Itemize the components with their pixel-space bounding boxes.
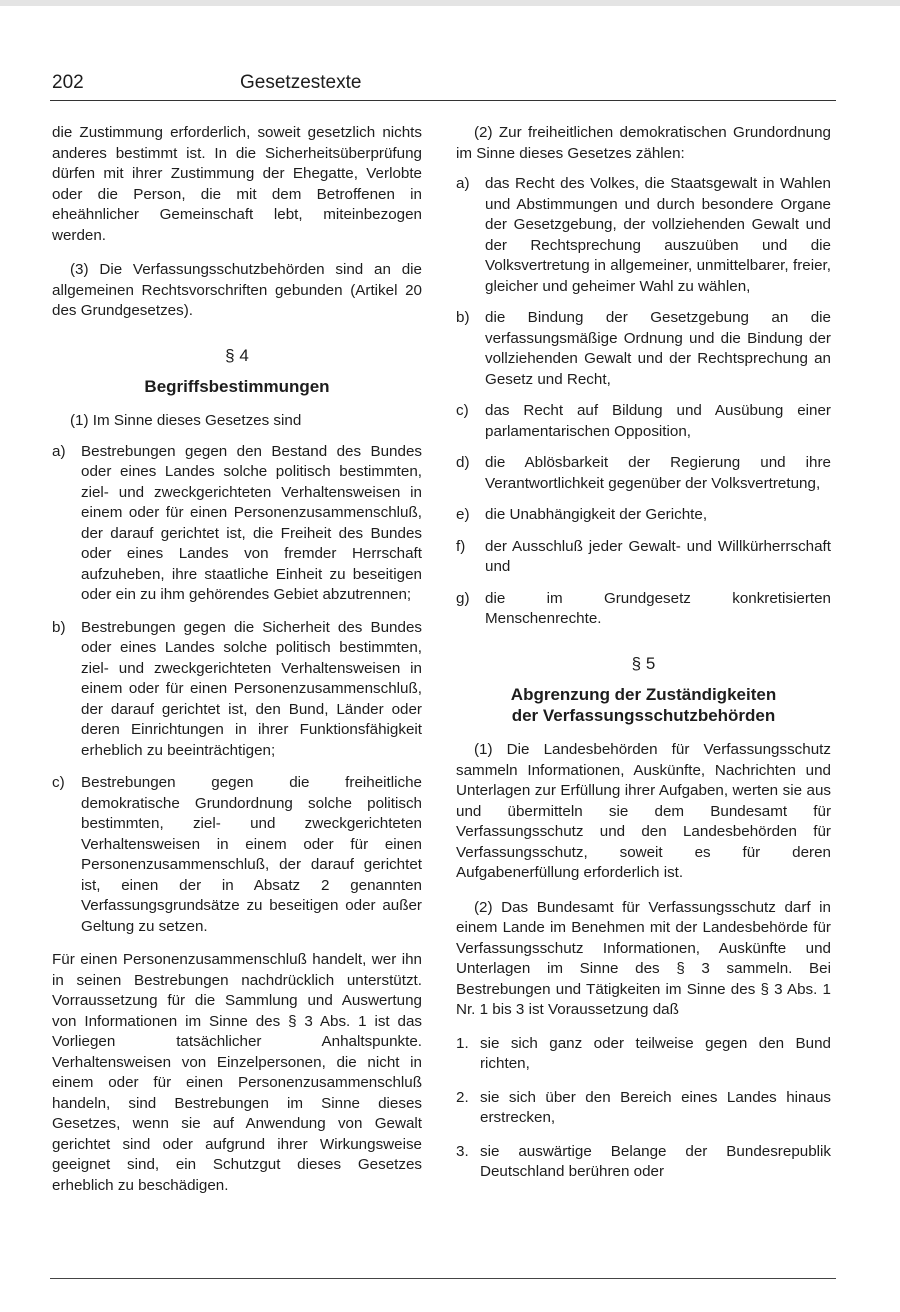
section-5-heading	[456, 684, 831, 726]
list-item	[456, 1034, 831, 1075]
list-item	[456, 589, 831, 630]
list-marker: c)	[52, 774, 65, 791]
conditions-list	[456, 1034, 831, 1183]
list-marker: g)	[456, 589, 470, 607]
paragraph-zustimmung: die Zustimmung erforderlich, soweit gesetzlich nichts anderes bestimmt ist. In die Sicherheitsüberprüfung dürfen mit ihrer Zustimmung der Ehegatte, Verlobte oder die Person, die mit dem Betroffenen in eheähnlicher Gemeinschaft lebt, miteinbezogen werden.	[52, 124, 422, 244]
list-marker: e)	[456, 506, 470, 523]
list-marker: a)	[52, 442, 66, 460]
list-item	[456, 537, 831, 578]
list-marker: b)	[52, 618, 66, 636]
list-marker: 2.	[456, 1088, 469, 1106]
page-top-edge	[0, 0, 900, 6]
list-item	[52, 773, 422, 937]
list-marker: b)	[456, 309, 470, 326]
list-item-text: das Recht auf Bildung und Ausübung einer parlamentarischen Opposition,	[485, 402, 831, 440]
section-5-heading-line-1: Abgrenzung der Zuständigkeiten	[510, 685, 777, 704]
list-item	[456, 1088, 831, 1129]
list-marker: f)	[456, 537, 466, 555]
principles-list	[456, 174, 831, 630]
list-marker: a)	[456, 175, 470, 192]
list-item-text: Bestrebungen gegen die Sicherheit des Bundes oder eines Landes solche politisch bestimmten, ziel- und zweckgerichteten Verhaltensweisen in einem oder für einen Personenzusammenschluß, der darauf gerichtet ist, den Bund, Länder oder deren Einrichtungen in ihrer Funktionsfähigkeit erheblich zu beeinträchtigen;	[81, 618, 422, 759]
list-item-text: sie auswärtige Belange der Bundesrepublik Deutschland berühren oder	[480, 1142, 831, 1180]
section-4-heading: Begriffsbestimmungen	[144, 377, 330, 396]
section-5-sign: § 5	[631, 653, 656, 673]
footer-rule	[50, 1278, 836, 1279]
list-marker: 3.	[456, 1142, 469, 1160]
list-item-text: die Bindung der Gesetzgebung an die verfassungsmäßige Ordnung und die Bindung der vollziehenden Gewalt und der Rechtsprechung an Gesetz und Recht,	[485, 309, 831, 388]
list-item	[52, 618, 422, 762]
list-item	[456, 401, 831, 442]
list-item	[52, 442, 422, 606]
paragraph-absatz-3: (3) Die Verfassungsschutzbehörden sind an die allgemeinen Rechtsvorschriften gebunden (Artikel 20 des Grundgesetzes).	[52, 261, 422, 319]
definition-list	[52, 442, 422, 938]
list-item-text: die Unabhängigkeit der Gerichte,	[485, 506, 708, 523]
paragraph-bundesamt: (2) Das Bundesamt für Verfassungsschutz darf in einem Lande im Benehmen mit der Landesbehörde für Verfassungsschutz Informationen, Auskünfte und Unterlagen im Sinne des § 3 sammeln. Bei Bestrebungen und Tätigkeiten im Sinne des § 3 Abs. 1 Nr. 1 bis 3 ist Voraussetzung daß	[456, 898, 831, 1018]
section-4-intro: (1) Im Sinne dieses Gesetzes sind	[70, 412, 302, 429]
list-item	[456, 453, 831, 494]
list-item-text: Bestrebungen gegen den Bestand des Bundes oder eines Landes solche politisch bestimmten, ziel- und zweckgerichteten Verhaltensweisen in einem oder für einen Personenzusammenschluß, der darauf gerichtet ist, die Freiheit des Bundes oder eines Landes von fremder Herrschaft aufzuheben, ihre staatliche Einheit zu beseitigen oder ein zu ihm gehörendes Gebiet abzutrennen;	[81, 442, 422, 603]
paragraph-absatz-2: (2) Zur freiheitlichen demokratischen Grundordnung im Sinne dieses Gesetzes zählen:	[456, 124, 831, 162]
list-item-text: sie sich ganz oder teilweise gegen den Bund richten,	[480, 1034, 831, 1072]
section-4-sign: § 4	[225, 345, 249, 365]
list-item-text: sie sich über den Bereich eines Landes hinaus erstrecken,	[480, 1088, 831, 1126]
list-item	[456, 1142, 831, 1183]
list-item-text: der Ausschluß jeder Gewalt- und Willkürherrschaft und	[485, 537, 831, 575]
page-header	[50, 72, 836, 101]
list-item-text: die Ablösbarkeit der Regierung und ihre Verantwortlichkeit gegenüber der Volksvertretung,	[485, 454, 831, 492]
list-item	[456, 308, 831, 390]
left-column	[52, 123, 422, 1196]
running-title: Gesetzestexte	[240, 72, 362, 93]
list-item-text: das Recht des Volkes, die Staatsgewalt in Wahlen und Abstimmungen und durch besondere Organe der Gesetzgebung, der vollziehenden Gewalt und der Rechtsprechung auszuüben und die Volksvertretung in allgemeiner, unmittelbarer, freier, gleicher und geheimer Wahl zu wählen,	[485, 175, 831, 295]
paragraph-landesbehoerden: (1) Die Landesbehörden für Verfassungsschutz sammeln Informationen, Auskünfte, Nachrichten und Unterlagen zur Erfüllung ihrer Aufgaben, werten sie aus und übermitteln sie dem Bundesamt für Verfassungsschutz und den Landesbehörden für Verfassungsschutz, soweit es für deren Aufgabenerfüllung erforderlich ist.	[456, 741, 831, 881]
section-5-heading-line-2: der Verfassungsschutzbehörden	[511, 706, 776, 725]
list-item	[456, 505, 831, 526]
list-item-text: Bestrebungen gegen die freiheitliche demokratische Grundordnung solche politisch bestimmten, ziel- und zweckgerichteten Verhaltensweisen in einem oder für einen Personenzusammenschluß, der darauf gerichtet ist, einen der in Absatz 2 genannten Verfassungsgrundsätze zu beseitigen oder außer Geltung zu setzen.	[81, 774, 422, 935]
page-number: 202	[52, 72, 84, 93]
list-item-text: die im Grundgesetz konkretisierten Menschenrechte.	[485, 589, 831, 627]
list-marker: c)	[456, 402, 469, 419]
list-marker: 1.	[456, 1034, 469, 1052]
paragraph-personenzusammenschluss: Für einen Personenzusammenschluß handelt, wer ihn in seinen Bestrebungen nachdrücklich unterstützt. Vorraussetzung für die Sammlung und Auswertung von Informationen im Sinne des § 3 Abs. 1 ist das Vorliegen tatsächlicher Anhaltspunkte. Verhaltensweisen von Einzelpersonen, die nicht in einem oder für einen Personenzusammenschluß handeln, sind Bestrebungen im Sinne dieses Gesetzes, wenn sie auf Anwendung von Gewalt gerichtet sind oder aufgrund ihrer Wirkungsweise geeignet sind, ein Schutzgut dieses Gesetzes erheblich zu beschädigen.	[52, 951, 422, 1194]
right-column	[456, 123, 831, 1196]
list-marker: d)	[456, 454, 470, 471]
list-item	[456, 174, 831, 297]
